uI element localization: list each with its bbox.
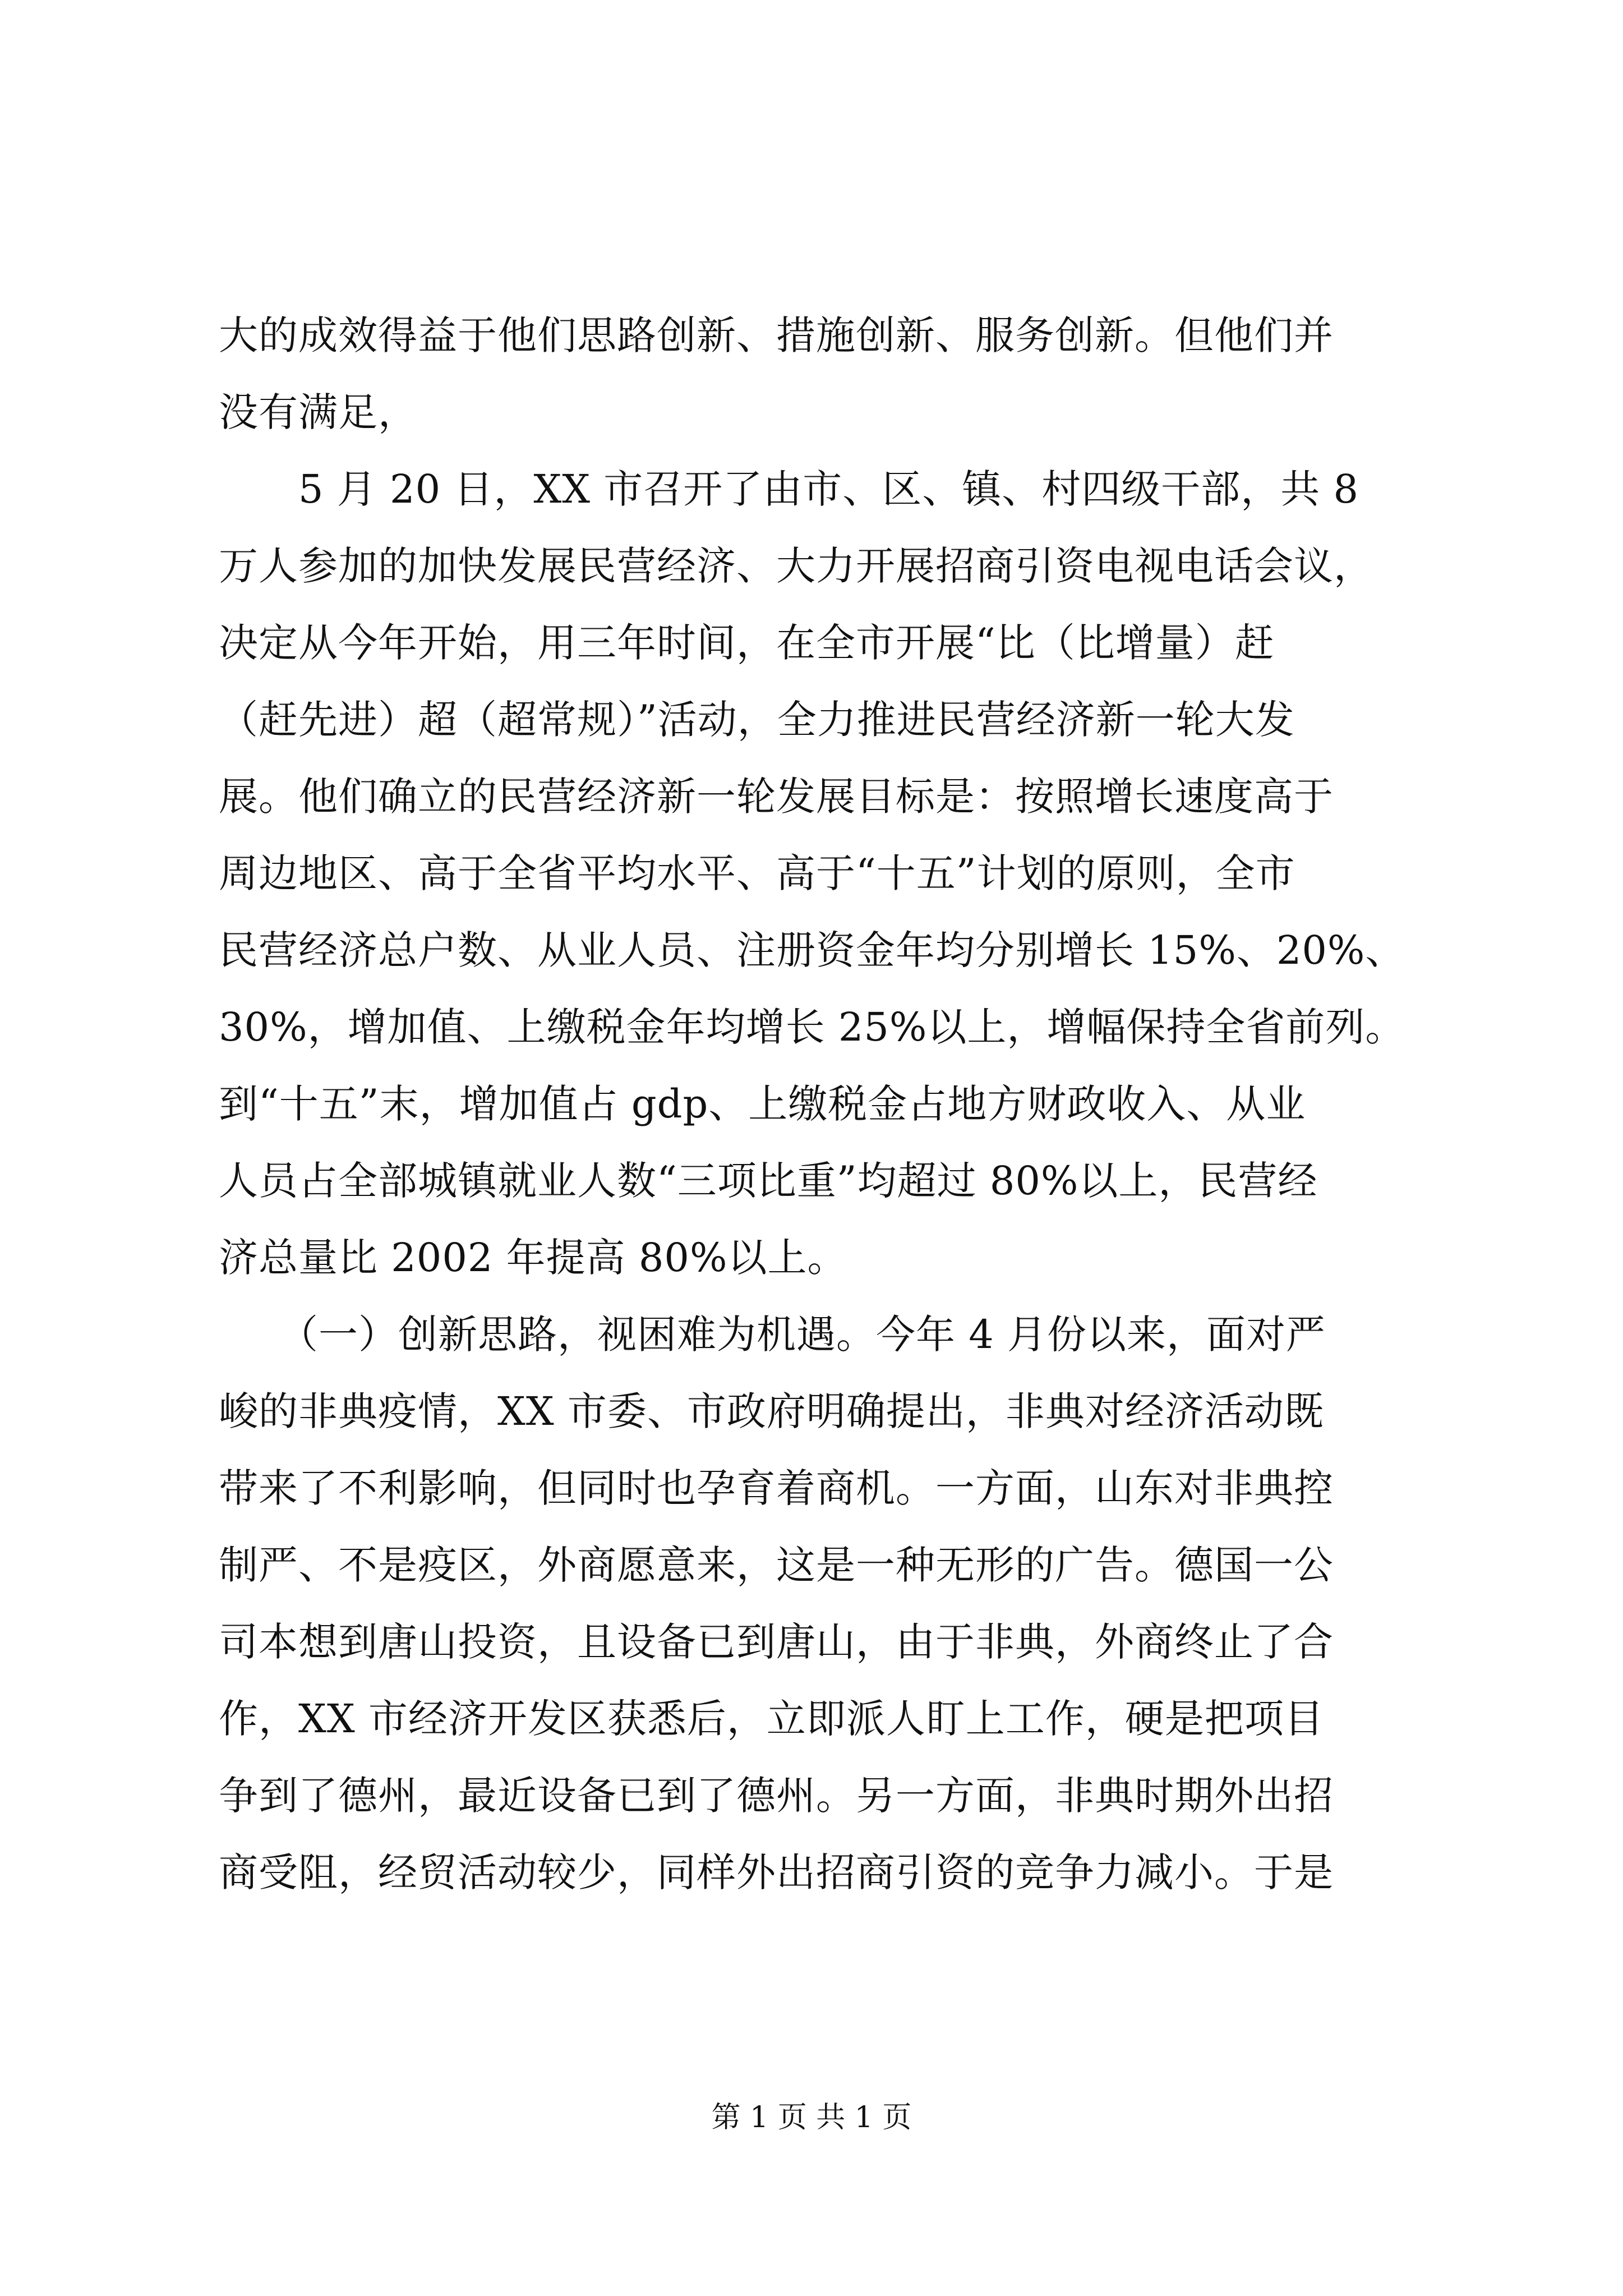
text-line: 大的成效得益于他们思路创新、措施创新、服务创新。但他们并 <box>219 312 1334 358</box>
text-line: 济总量比 2002 年提高 80%以上。 <box>219 1235 847 1281</box>
text-line: 人员占全部城镇就业人数“三项比重”均超过 80%以上，民营经 <box>219 1158 1318 1204</box>
text-line: 周边地区、高于全省平均水平、高于“十五”计划的原则，全市 <box>219 850 1295 896</box>
text-line: 制严、不是疫区，外商愿意来，这是一种无形的广告。德国一公 <box>219 1542 1334 1588</box>
text-line: 峻的非典疫情，XX 市委、市政府明确提出，非典对经济活动既 <box>219 1388 1324 1434</box>
text-line: 万人参加的加快发展民营经济、大力开展招商引资电视电话会议， <box>219 543 1373 589</box>
text-line: 商受阻，经贸活动较少，同样外出招商引资的竞争力减小。于是 <box>219 1849 1334 1895</box>
text-line: 决定从今年开始，用三年时间，在全市开展“比（比增量）赶 <box>219 620 1275 666</box>
text-line: 没有满足， <box>219 389 418 435</box>
text-line: 5 月 20 日，XX 市召开了由市、区、镇、村四级干部，共 8 <box>219 466 1359 512</box>
text-line: 司本想到唐山投资，且设备已到唐山，由于非典，外商终止了合 <box>219 1619 1334 1665</box>
text-line: 30%，增加值、上缴税金年均增长 25%以上，增幅保持全省前列。 <box>219 1004 1405 1050</box>
document-body <box>219 297 1408 1911</box>
text-line: 到“十五”末，增加值占 gdp、上缴税金占地方财政收入、从业 <box>219 1081 1306 1127</box>
text-line: 带来了不利影响，但同时也孕育着商机。一方面，山东对非典控 <box>219 1465 1334 1511</box>
page-number-footer: 第 1 页 共 1 页 <box>711 2101 912 2134</box>
text-line: （赶先进）超（超常规）”活动，全力推进民营经济新一轮大发 <box>219 697 1295 743</box>
text-line: （一）创新思路，视困难为机遇。今年 4 月份以来，面对严 <box>219 1312 1326 1358</box>
text-line: 争到了德州，最近设备已到了德州。另一方面，非典时期外出招 <box>219 1773 1334 1819</box>
text-line: 展。他们确立的民营经济新一轮发展目标是：按照增长速度高于 <box>219 774 1334 820</box>
text-line: 民营经济总户数、从业人员、注册资金年均分别增长 15%、20%、 <box>219 927 1405 973</box>
text-line: 作，XX 市经济开发区获悉后，立即派人盯上工作，硬是把项目 <box>219 1696 1324 1742</box>
